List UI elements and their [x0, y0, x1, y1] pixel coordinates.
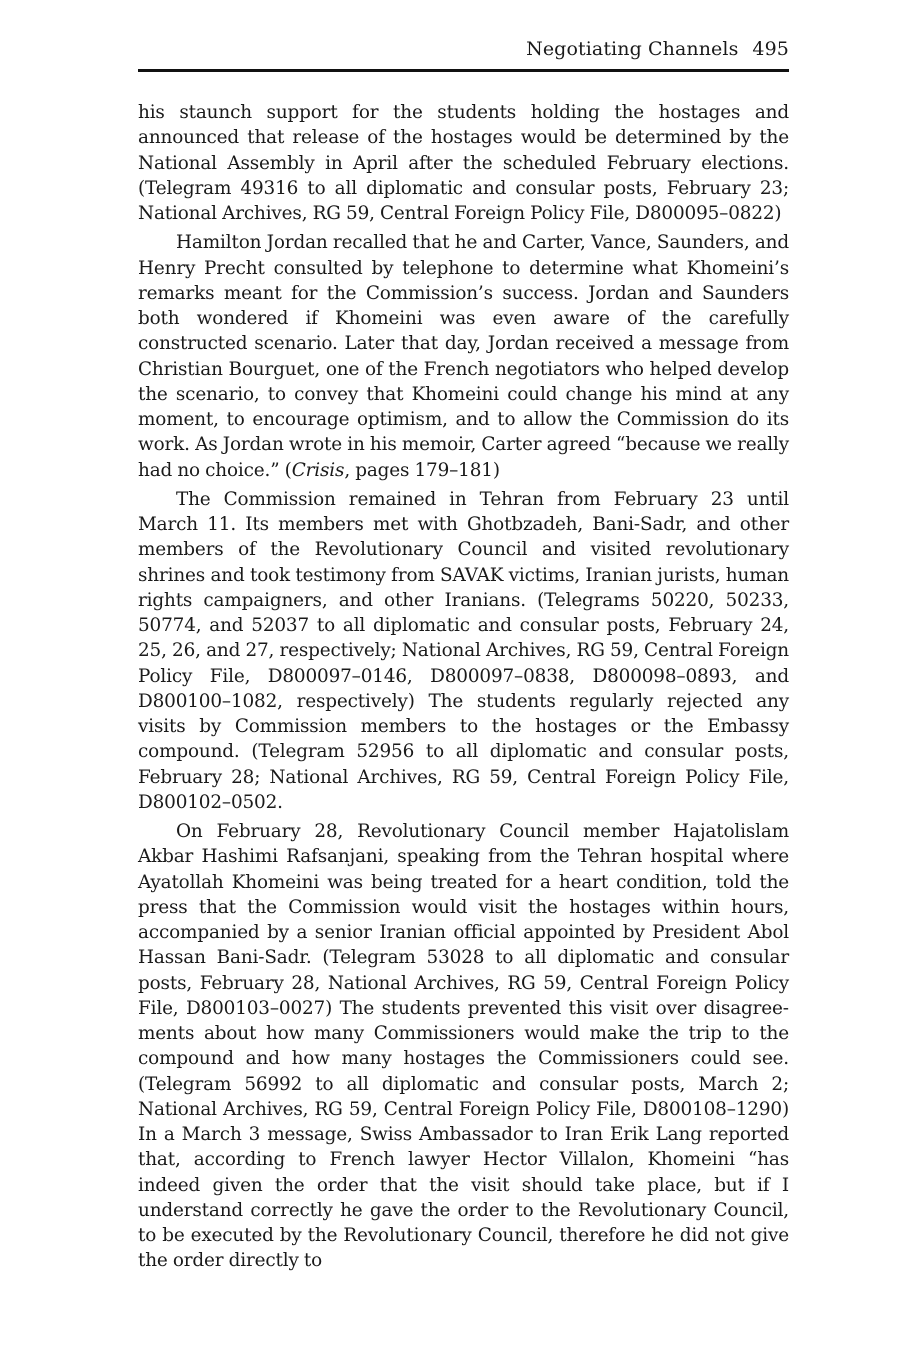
- paragraph-1: his staunch support for the students holding the hostages and announced that release of the hostages would be determined by the National Assembly in April after the scheduled February elections. (Telegram 49316 to all diplomatic and consular posts, February 23; National Archives, RG 59, Central Foreign Policy File, D800095–0822): [138, 102, 789, 224]
- paragraph-3: The Commission remained in Tehran from February 23 until March 11. Its members met with Ghotbzadeh, Bani-Sadr, and other members of the Revolutionary Council and visited revolutionary shrines and took testimony from SAVAK victims, Iranian jurists, human rights campaigners, and other Iranians. (Telegrams 50220, 50233, 50774, and 52037 to all diplomatic and consular posts, February 24, 25, 26, and 27, respectively; National Archives, RG 59, Central Foreign Policy File, D800097–0146, D800097–0838, D800098–0893, and D800100–1082, respectively) The students regularly rejected any visits by Commission members to the hostages or the Embassy compound. (Telegram 52956 to all diplomatic and consular posts, February 28; National Archives, RG 59, Central Foreign Policy File, D800102–0502.: [138, 488, 789, 813]
- paragraph-2: [138, 230, 789, 483]
- book-title-crisis: Crisis: [291, 459, 345, 481]
- running-title: Negotiating Channels: [526, 38, 739, 60]
- header-rule: [138, 69, 789, 72]
- paragraph-4: On February 28, Revolutionary Council member Hajatolislam Akbar Hashimi Rafsanjani, speaking from the Tehran hospital where Ayatollah Khomeini was being treated for a heart condition, told the press that the Commission would visit the hostages within hours, accompanied by a senior Iranian official appointed by President Abol Hassan Bani-Sadr. (Telegram 53028 to all diplomatic and consular posts, February 28, National Archives, RG 59, Central Foreign Policy File, D800103–0027) The students prevented this visit over disagreements about how many Commissioners would make the trip to the compound and how many hostages the Commissioners could see. (Telegram 56992 to all diplomatic and consular posts, March 2; National Archives, RG 59, Central Foreign Policy File, D800108–1290) In a March 3 message, Swiss Ambassador to Iran Erik Lang reported that, according to French lawyer Hector Villalon, Khomeini “has indeed given the order that the visit should take place, but if I understand correctly he gave the order to the Revolutionary Council, to be executed by the Revolutionary Council, therefore he did not give the order directly to: [138, 821, 789, 1272]
- paragraph-2-text-b: , pages 179–181): [344, 459, 500, 481]
- page-number: 495: [752, 38, 789, 60]
- running-head: [138, 36, 789, 70]
- paragraph-2-text-a: Hamilton Jordan recalled that he and Carter, Vance, Saunders, and Henry Precht consulted by telephone to determine what Khomeini’s remarks meant for the Commission’s success. Jordan and Saunders both wondered if Khomeini was even aware of the carefully constructed scenario. Later that day, Jordan received a message from Christian Bourguet, one of the French negotiators who helped develop the scenario, to convey that Khomeini could change his mind at any moment, to encourage optimism, and to allow the Commission do its work. As Jordan wrote in his memoir, Carter agreed “because we really had no choice.” (: [138, 232, 789, 481]
- body-text: [138, 100, 789, 1274]
